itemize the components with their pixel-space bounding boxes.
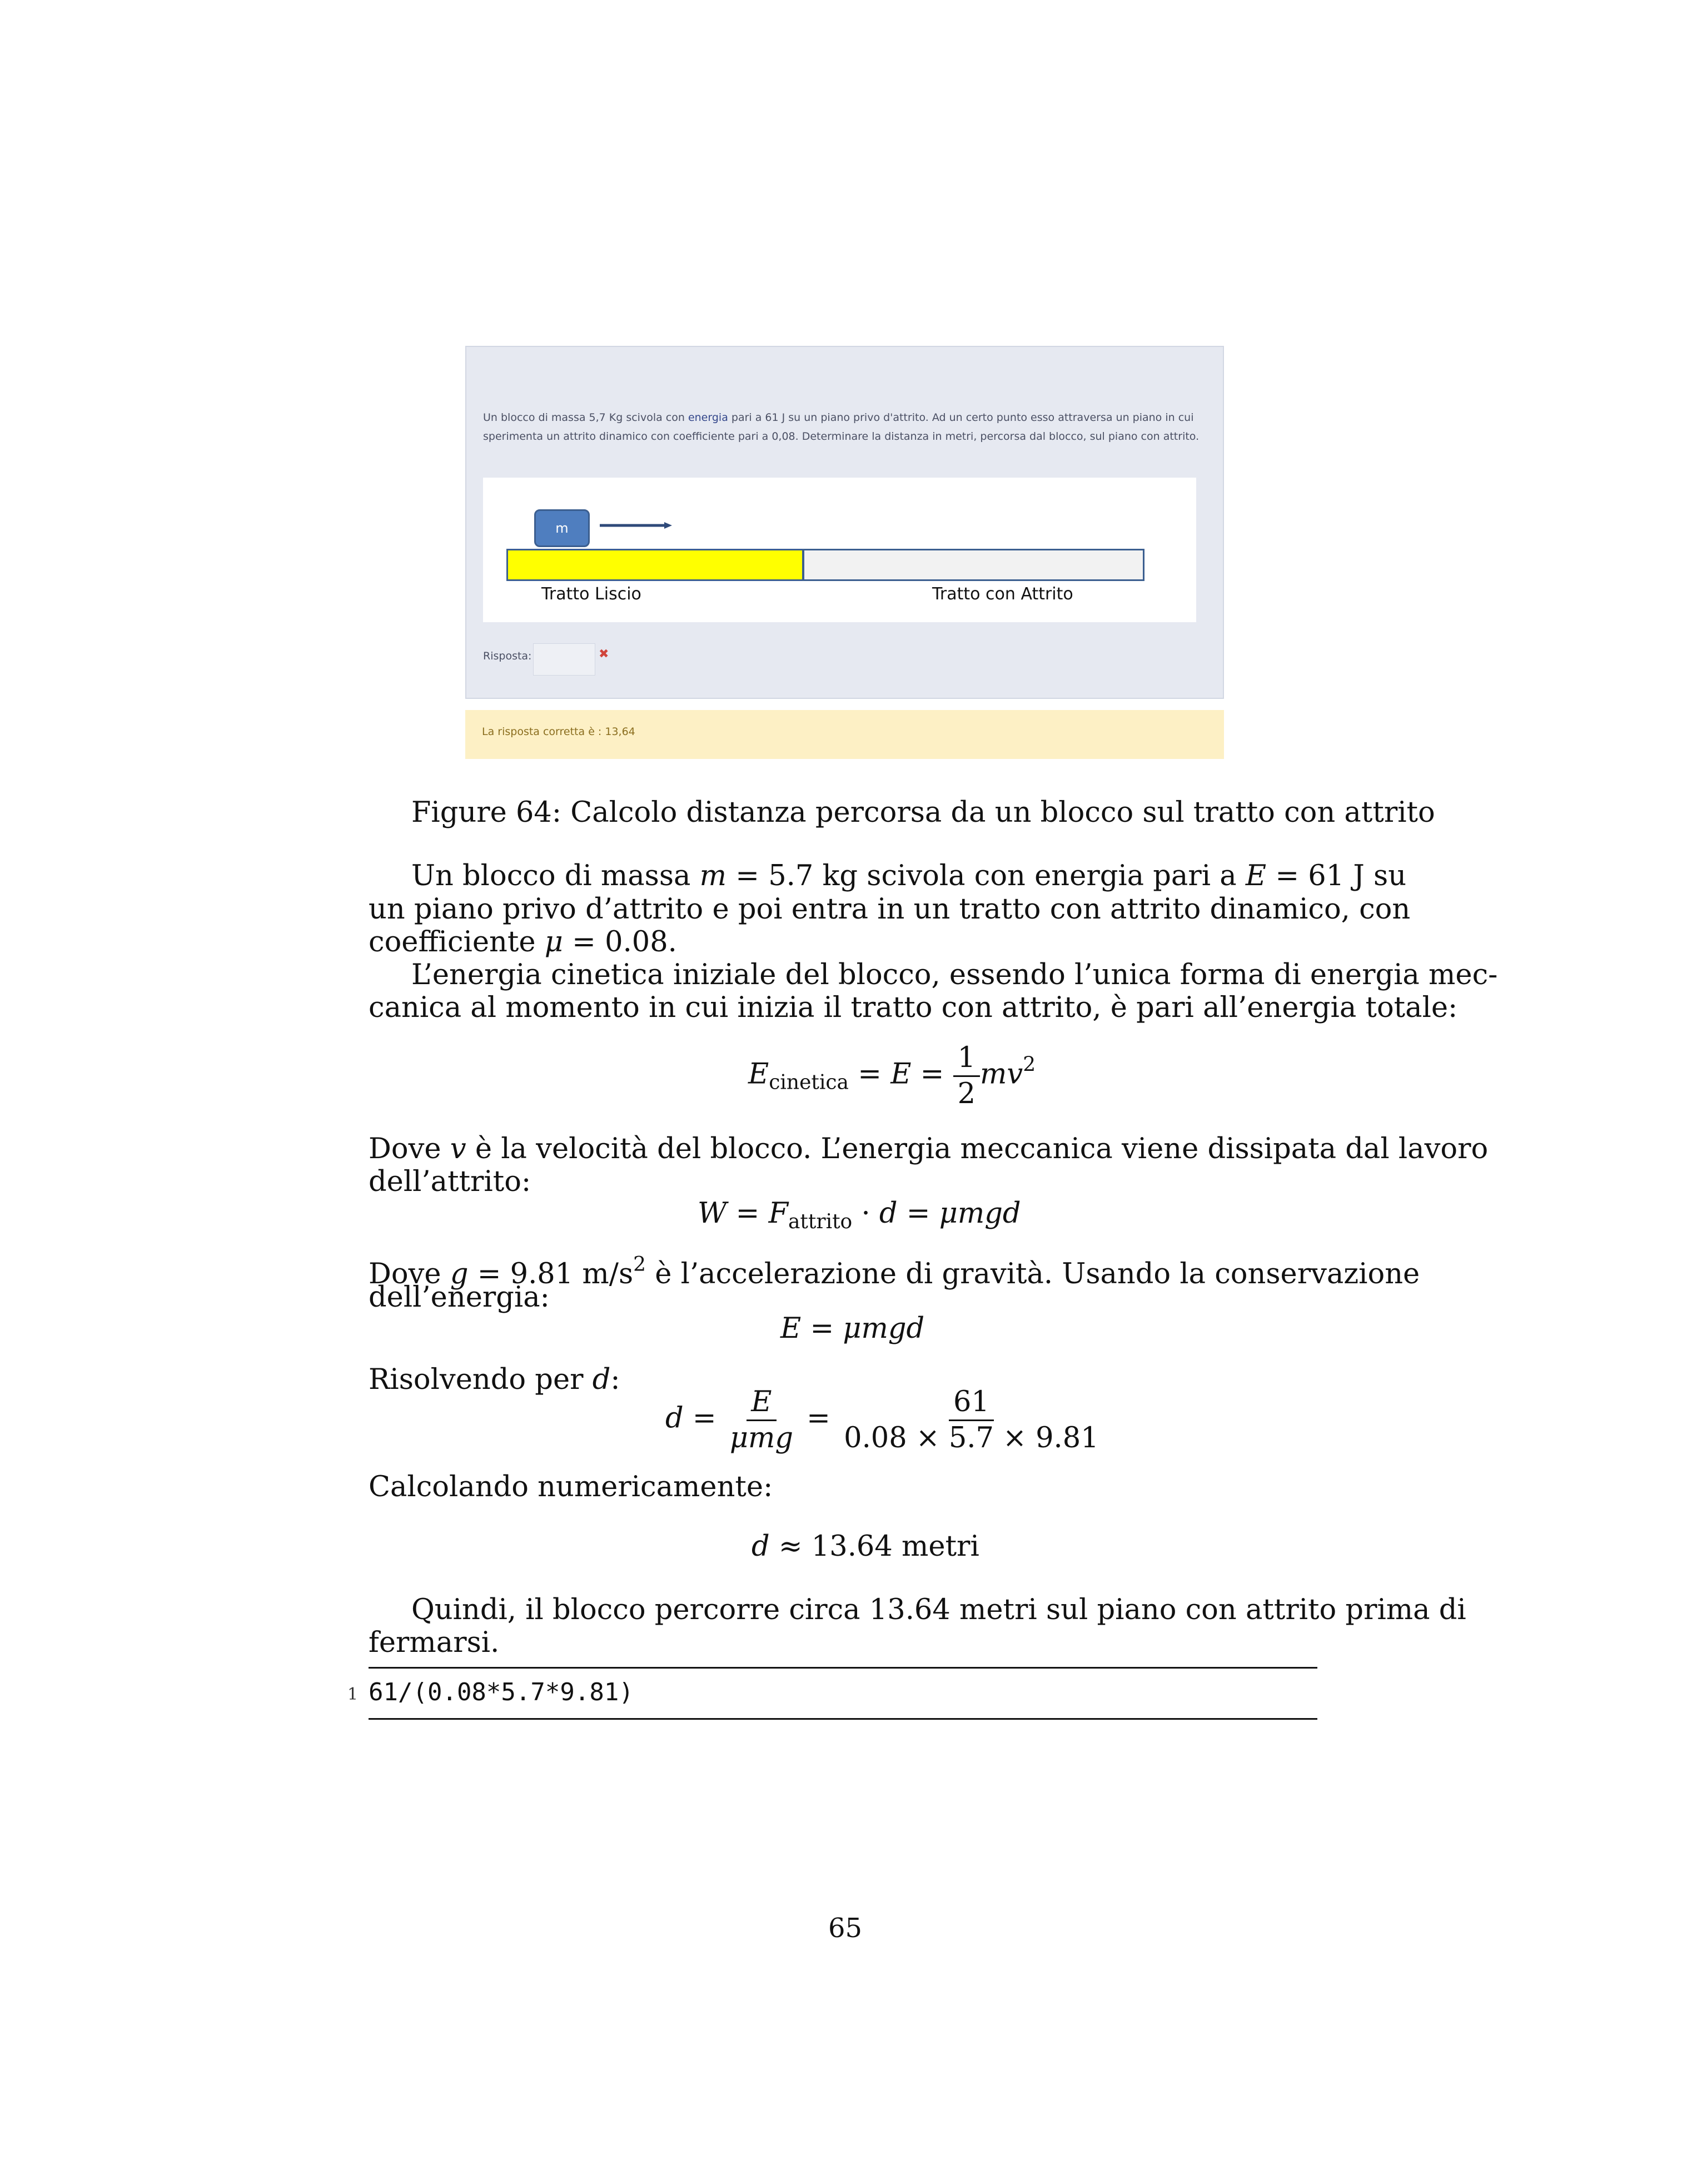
- paragraph-1-line-3: [369, 926, 677, 959]
- math-value: = 0.08.: [572, 926, 677, 959]
- math-symbol: E: [780, 1312, 802, 1345]
- denominator: μmg: [729, 1422, 793, 1455]
- math-operator: =: [735, 860, 759, 892]
- math-symbol: d: [879, 1197, 898, 1230]
- quiz-panel: [465, 346, 1224, 699]
- question-part: Un blocco di massa 5,7 Kg scivola con: [483, 411, 688, 424]
- math-operator: =: [897, 1197, 939, 1230]
- numerator: E: [747, 1385, 776, 1421]
- velocity-arrow-icon: [600, 520, 672, 531]
- math-symbol: v: [450, 1133, 466, 1165]
- equation-energy-conservation: [780, 1312, 924, 1346]
- text: è l’accelerazione di gravità.: [655, 1258, 1053, 1290]
- math-value: 5.7 kg: [768, 860, 858, 892]
- math-symbol: E: [1245, 860, 1267, 892]
- mass-block-label: m: [555, 520, 569, 536]
- page-number: 65: [828, 1913, 863, 1944]
- wrong-answer-icon: ✖: [599, 647, 609, 661]
- math-value: 61 J: [1308, 860, 1365, 892]
- math-operator: =: [858, 1058, 891, 1091]
- paragraph-6: Calcolando numericamente:: [369, 1471, 773, 1503]
- paragraph-7-line-1: Quindi, il blocco percorre circa 13.64 metri sul piano con attrito prima di: [411, 1594, 1466, 1626]
- paragraph-5: [369, 1363, 620, 1397]
- text: su: [1374, 860, 1407, 892]
- math-symbol: d: [752, 1530, 770, 1563]
- math-operator: =: [797, 1402, 840, 1435]
- math-symbol: g: [450, 1258, 469, 1290]
- numerator: 61: [949, 1385, 994, 1421]
- math-superscript: 2: [1023, 1053, 1036, 1076]
- text: Dove: [369, 1258, 441, 1290]
- math-subscript: attrito: [788, 1210, 853, 1233]
- math-symbol: m: [699, 860, 727, 892]
- math-expression: μmgd: [843, 1312, 925, 1345]
- smooth-segment: [506, 549, 804, 581]
- paragraph-7-line-2: fermarsi.: [369, 1626, 500, 1659]
- code-line-number: 1: [347, 1685, 359, 1704]
- math-operator: =: [726, 1197, 769, 1230]
- text: scivola con energia pari a: [867, 860, 1237, 892]
- paragraph-3-line-2: dell’attrito:: [369, 1165, 531, 1198]
- math-symbol: E: [890, 1058, 912, 1091]
- math-expression: ≈ 13.64 metri: [769, 1530, 979, 1563]
- text: coefficiente: [369, 926, 536, 959]
- equation-work: [698, 1197, 1021, 1239]
- code-line: 61/(0.08*5.7*9.81): [369, 1678, 634, 1706]
- code-rule-top: [369, 1667, 1317, 1669]
- diagram: [483, 478, 1196, 622]
- text: Usando la conservazione: [1062, 1258, 1420, 1290]
- math-subscript: cinetica: [769, 1071, 849, 1094]
- smooth-segment-label: Tratto Liscio: [541, 584, 641, 604]
- text: :: [610, 1363, 620, 1396]
- denominator: 2: [957, 1078, 976, 1110]
- paragraph-1-line-2: un piano privo d’attrito e poi entra in un tratto con attrito dinamico, con: [369, 893, 1411, 926]
- fraction: [839, 1385, 1103, 1456]
- paragraph-1-line-1: [411, 860, 1407, 893]
- text: Dove: [369, 1133, 441, 1165]
- answer-label: Risposta:: [483, 650, 532, 662]
- question-text: [483, 408, 1206, 446]
- math-operator: =: [1275, 860, 1300, 892]
- question-keyword: energia: [688, 411, 728, 424]
- paragraph-4-line-2: dell’energia:: [369, 1281, 550, 1314]
- math-operator: =: [801, 1312, 843, 1345]
- math-expression: μmgd: [939, 1197, 1021, 1230]
- math-operator: ·: [852, 1197, 879, 1230]
- math-symbol: F: [768, 1197, 788, 1230]
- friction-segment: [803, 549, 1144, 581]
- correct-answer-banner: [465, 710, 1224, 759]
- math-operator: =: [477, 1258, 501, 1290]
- math-symbol: μ: [544, 926, 563, 959]
- question-part: pari a 61 J su un piano privo d'attrito. Ad un certo punto esso attraversa un piano in cui sperimenta un attrito dinamico con coefficiente pari a 0,08. Determinare la distanza in metri, percorsa dal blocco, sul piano con attrito.: [483, 411, 1200, 443]
- equation-result: [752, 1530, 979, 1563]
- math-symbol: W: [698, 1197, 727, 1230]
- figure-caption: Figure 64: Calcolo distanza percorsa da un blocco sul tratto con attrito: [411, 796, 1435, 829]
- math-operator: =: [911, 1058, 953, 1091]
- math-superscript: 2: [633, 1253, 646, 1276]
- paragraph-2-line-1: L’energia cinetica iniziale del blocco, essendo l’unica forma di energia mec-: [411, 959, 1498, 991]
- math-symbol: mv: [980, 1058, 1023, 1091]
- numerator: 1: [953, 1041, 980, 1077]
- friction-segment-label: Tratto con Attrito: [932, 584, 1073, 604]
- fraction: [953, 1041, 980, 1111]
- text: Risolvendo per: [369, 1363, 593, 1396]
- correct-answer-text: La risposta corretta è : 13,64: [482, 726, 635, 738]
- fraction: [725, 1385, 798, 1456]
- denominator: 0.08 × 5.7 × 9.81: [844, 1422, 1099, 1455]
- equation-distance: [665, 1385, 1103, 1456]
- equation-kinetic-energy: [748, 1041, 1036, 1111]
- math-symbol: d: [665, 1402, 684, 1435]
- math-value-base: 9.81 m/s: [510, 1258, 634, 1290]
- math-operator: =: [683, 1402, 725, 1435]
- code-rule-bottom: [369, 1718, 1317, 1720]
- math-symbol: d: [592, 1363, 611, 1396]
- paragraph-2-line-2: canica al momento in cui inizia il tratto con attrito, è pari all’energia totale:: [369, 991, 1458, 1024]
- text: è la velocità del blocco. L’energia meccanica viene dissipata dal lavoro: [475, 1133, 1489, 1165]
- text: Un blocco di massa: [411, 860, 691, 892]
- mass-block: [534, 509, 590, 547]
- answer-input[interactable]: [533, 643, 595, 676]
- paragraph-3-line-1: [369, 1133, 1489, 1166]
- math-symbol: E: [748, 1058, 769, 1091]
